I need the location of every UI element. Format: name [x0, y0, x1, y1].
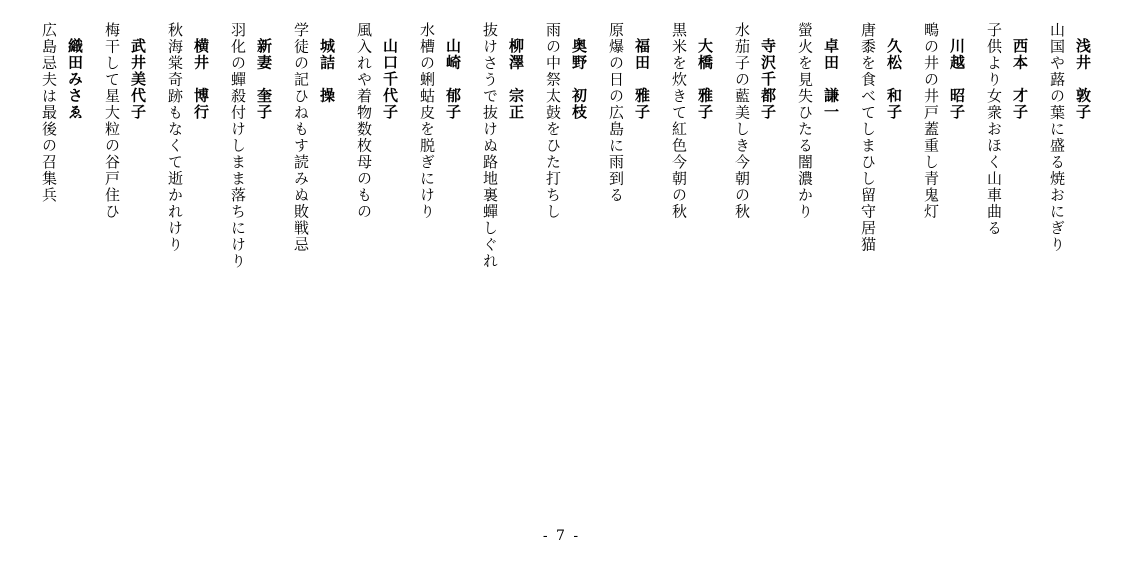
haiku-entry: [353, 0, 403, 520]
haiku-entry: [1046, 0, 1096, 520]
author-name: 山崎 郁子: [444, 38, 462, 121]
haiku-entry: [731, 0, 781, 520]
haiku-text: 抜けさうで抜けぬ路地裏蟬しぐれ: [481, 22, 499, 270]
author-name: 城詰 操: [318, 38, 336, 104]
haiku-text: 学徒の記ひねもす読みぬ敗戦忌: [292, 22, 310, 253]
haiku-entry: [38, 0, 88, 520]
haiku-entry: [542, 0, 592, 520]
haiku-entry: [416, 0, 466, 520]
haiku-text: 羽化の蟬殺付けしまま落ちにけり: [229, 22, 247, 270]
haiku-entry: [668, 0, 718, 520]
author-name: 奥野 初枝: [570, 38, 588, 121]
author-name: 大橋 雅子: [696, 38, 714, 121]
haiku-text: 梅干して星大粒の谷戸住ひ: [103, 22, 121, 220]
haiku-entry: [164, 0, 214, 520]
haiku-text: 雨の中祭太鼓をひた打ちし: [544, 22, 562, 220]
haiku-text: 唐黍を食べてしまひし留守居猫: [859, 22, 877, 253]
author-name: 山口千代子: [381, 38, 399, 121]
haiku-text: 風入れや着物数枚母のもの: [355, 22, 373, 220]
haiku-text: 秋海棠奇跡もなくて逝かれけり: [166, 22, 184, 253]
haiku-text: 水槽の蜊蛄皮を脱ぎにけり: [418, 22, 436, 220]
author-name: 浅井 敦子: [1074, 38, 1092, 121]
author-name: 横井 博行: [192, 38, 210, 121]
haiku-entry: [920, 0, 970, 520]
page-number: - 7 -: [542, 528, 581, 544]
haiku-text: 原爆の日の広島に雨到る: [607, 22, 625, 204]
haiku-entry: [983, 0, 1033, 520]
haiku-entry: [794, 0, 844, 520]
author-name: 織田みさゑ: [66, 38, 84, 121]
author-name: 久松 和子: [885, 38, 903, 121]
author-name: 卓田 謙一: [822, 38, 840, 121]
haiku-entry: [227, 0, 277, 520]
haiku-entry: [605, 0, 655, 520]
author-name: 寺沢千都子: [759, 38, 777, 121]
haiku-entry: [857, 0, 907, 520]
haiku-text: 山国や蕗の葉に盛る焼おにぎり: [1048, 22, 1066, 253]
author-name: 新妻 奎子: [255, 38, 273, 121]
haiku-text: 広島忌夫は最後の召集兵: [40, 22, 58, 204]
haiku-text: 黒米を炊きて紅色今朝の秋: [670, 22, 688, 220]
haiku-text: 螢火を見失ひたる闇濃かり: [796, 22, 814, 220]
haiku-entry: [479, 0, 529, 520]
author-name: 川越 昭子: [948, 38, 966, 121]
haiku-text: 鴫の井の井戸蓋重し青鬼灯: [922, 22, 940, 220]
haiku-entry: [290, 0, 340, 520]
haiku-text: 水茄子の藍美しき今朝の秋: [733, 22, 751, 220]
author-name: 武井美代子: [129, 38, 147, 121]
author-name: 福田 雅子: [633, 38, 651, 121]
author-name: 西本 才子: [1011, 38, 1029, 121]
haiku-entry: [101, 0, 151, 520]
author-name: 柳澤 宗正: [507, 38, 525, 121]
haiku-text: 子供より女衆おほく山車曲る: [985, 22, 1003, 237]
